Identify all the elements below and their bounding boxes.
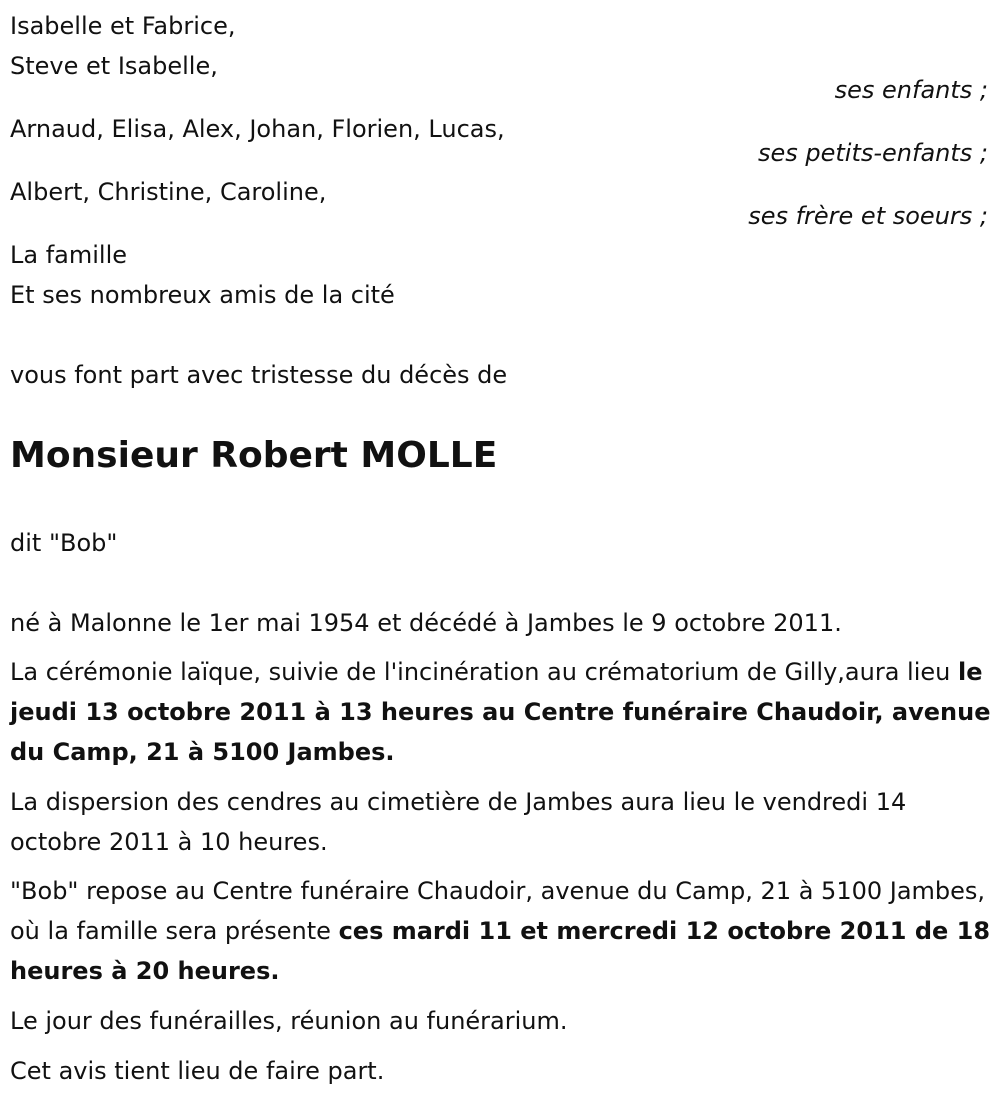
grandchildren-role: ses petits-enfants ; [757,139,988,167]
dispersion-paragraph: La dispersion des cendres au cimetière de Jambes aura lieu le vendredi 14 octobre 2011 à 10 heures. [10,788,907,856]
siblings-line: Albert, Christine, Caroline, [10,178,327,206]
children-line-2: Steve et Isabelle, [10,52,218,80]
children-line-1: Isabelle et Fabrice, [10,12,236,40]
ceremony-intro: La cérémonie laïque, suivie de l'incinération au crématorium de Gilly,aura lieu [10,658,958,686]
siblings-role: ses frère et soeurs ; [748,202,988,230]
children-role: ses enfants ; [834,76,988,104]
ceremony-paragraph [10,652,992,772]
friends-line: Et ses nombreux amis de la cité [10,281,395,309]
announcement-text: vous font part avec tristesse du décès de [10,361,508,389]
visitation-intro: "Bob" repose au Centre funéraire Chaudoir, avenue du Camp, 21 à 5100 Jambes, où la famille sera présente [10,877,986,945]
deceased-nickname: dit "Bob" [10,529,118,557]
birth-death-dates: né à Malonne le 1er mai 1954 et décédé à Jambes le 9 octobre 2011. [10,609,842,637]
visitation-paragraph [10,871,992,991]
closing-line: Cet avis tient lieu de faire part. [10,1057,385,1085]
visitation-details: ces mardi 11 et mercredi 12 octobre 2011 de 18 heures à 20 heures. [10,917,991,985]
grandchildren-line: Arnaud, Elisa, Alex, Johan, Florien, Lucas, [10,115,505,143]
reception-line: Le jour des funérailles, réunion au funérarium. [10,1007,568,1035]
ceremony-details: le jeudi 13 octobre 2011 à 13 heures au Centre funéraire Chaudoir, avenue du Camp, 21 à 5100 Jambes. [10,658,991,766]
family-line: La famille [10,241,128,269]
deceased-name: Monsieur Robert MOLLE [10,435,498,476]
